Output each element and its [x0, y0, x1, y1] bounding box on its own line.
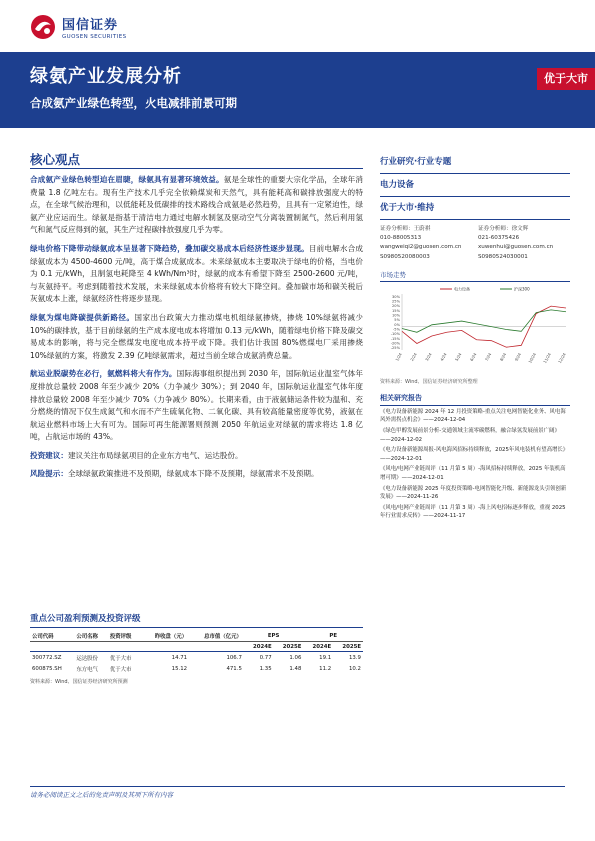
analyst-name: 证券分析师：徐文辉 [478, 226, 529, 232]
y-tick-label: 15% [392, 308, 400, 313]
report-category: 行业研究·行业专题 [380, 157, 452, 167]
cell-pe-2025: 10.2 [348, 665, 361, 672]
paragraph-risk [30, 468, 363, 481]
y-tick-label: -20% [390, 341, 400, 346]
para-highlight: 投资建议： [30, 450, 68, 460]
analyst-2 [478, 225, 570, 262]
legend-label: 电力设备 [454, 286, 470, 292]
report-title: 绿氨产业发展分析 [30, 66, 182, 87]
chart-source: 资料来源：Wind、国信证券经济研究所整理 [380, 378, 478, 385]
report-subtitle: 合成氨产业绿色转型，火电减排前景可期 [30, 96, 237, 110]
table-subheader-row [30, 642, 363, 652]
related-report-link[interactable]: 《风电/电网产业链周评（11 月第 3 周）-海上风电招标逐步释放，重视 2025 年行业需求反转》——2024-11-17 [380, 504, 566, 520]
analyst-email[interactable]: wangweiqi2@guosen.com.cn [380, 244, 462, 251]
y-tick-label: 30% [392, 294, 400, 299]
col-eps-2024: 2024E [244, 642, 274, 652]
table-header-row [30, 630, 363, 642]
col-pe: PE [303, 630, 363, 642]
related-report-link[interactable]: 《风电/电网产业链周评（11 月第 5 周）-海风招标持续释放，2025 年装机高增可期》——2024-12-01 [380, 466, 566, 481]
cell-eps-2024: 0.77 [259, 654, 272, 661]
para-text: 国家出台政策大力推动煤电机组绿氨掺烧，掺烧 10%绿氨将减少 10%的碳排放，基于目前绿氨的生产成本度电成本将增加 0.13 元/kWh，随着绿电价格下降及碳交易成本的影响，将与完全燃煤发电度电成本持平或下降。我们估计我国 80%燃煤电厂采用掺烧 10%绿氨的方案，将激发 2.39 亿吨绿氨需求，超过当前全球合成氨消费总量。 [30, 312, 363, 360]
y-tick-label: 20% [392, 303, 400, 308]
market-trend-title: 市场走势 [380, 270, 406, 279]
related-rule [380, 405, 570, 406]
company-logo [30, 14, 126, 40]
y-tick-label: -10% [390, 331, 400, 336]
cell-code: 600875.SH [32, 665, 62, 672]
cell-pe-2025: 13.9 [348, 654, 361, 661]
y-tick-label: 10% [392, 313, 400, 318]
y-tick-label: 0% [394, 322, 400, 327]
col-rating: 投资评级 [108, 630, 142, 642]
x-tick-label: 9/24 [513, 351, 523, 362]
rating-badge: 优于大市 [537, 68, 595, 90]
legend-label: 沪深300 [514, 286, 530, 292]
x-tick-label: 11/24 [542, 351, 552, 364]
analyst-cert: S0980520080003 [380, 253, 430, 260]
analyst-email[interactable]: xuwenhui@guosen.com.cn [478, 244, 554, 251]
para-text: 国际海事组织提出到 2030 年，国际航运业温室气体年度排放总量较 2008 年至少减少 20%（力争减少 30%）；到 2040 年，国际航运业温室气体年度排放总量较 2008 年至少减少 70%（力争减少 80%）。长期来看，由于液氨储运条件较为温和、充分燃烧的情况下仅生成氮气和水而不产生硫氧化物、二氧化碳、具有较高能量密度等优势，液氨在航运业燃料市场上大有可为。国际可再生能源署则预测 2050 年航运业对绿氨的需求将达 1.8 亿吨，占航运市场的 43%。 [30, 369, 363, 442]
col-price: 昨收盘（元） [141, 630, 189, 642]
x-tick-label: 4/24 [438, 351, 448, 362]
analyst-name: 证券分析师：王蔚祺 [380, 226, 431, 232]
y-tick-label: 5% [394, 317, 400, 322]
related-report-link[interactable]: 《电力设备新能源 2025 年度投资策略-电网智能化升级、新能源龙头引领创新发展》——2024-11-26 [380, 485, 567, 501]
paragraph-investment-advice [30, 450, 363, 463]
para-text: 全球绿氨政策推进不及预期，绿氨成本下降不及预期，绿氨需求不及预期。 [67, 469, 319, 479]
para-highlight: 合成氨产业绿色转型迫在眉睫，绿氨具有显著环境效益。 [30, 175, 224, 184]
col-mcap: 总市值（亿元） [189, 630, 244, 642]
para-text: 建议关注布局绿氨项目的企业东方电气、运达股份。 [67, 450, 243, 460]
series-line-2 [402, 310, 566, 332]
paragraph-cost-trend [30, 243, 363, 306]
sidebar-rule [380, 219, 570, 220]
para-highlight: 绿氨为煤电降碳提供新路径。 [30, 312, 135, 322]
para-highlight: 绿电价格下降带动绿氨成本呈显著下降趋势，叠加碳交易成本后经济性逐步显现。 [30, 243, 309, 253]
x-tick-label: 12/24 [557, 351, 567, 364]
analyst-block [380, 225, 570, 262]
col-pe-2024: 2024E [303, 642, 333, 652]
forecast-table-title: 重点公司盈利预测及投资评级 [30, 612, 363, 628]
x-tick-label: 3/24 [424, 351, 433, 362]
cell-price: 14.71 [171, 654, 188, 661]
title-banner [0, 52, 595, 128]
paragraph-coal-power [30, 312, 363, 362]
x-tick-label: 7/24 [483, 351, 493, 362]
cell-eps-2024: 1.35 [259, 665, 272, 672]
header-bar [0, 0, 595, 52]
logo-name-cn: 国信证券 [62, 18, 119, 33]
para-highlight: 风险提示： [30, 469, 68, 479]
sidebar-rule [380, 173, 570, 174]
x-tick-label: 6/24 [468, 351, 478, 362]
cell-pe-2024: 19.1 [319, 654, 332, 661]
industry-rating: 优于大市·维持 [380, 203, 435, 213]
industry-name: 电力设备 [380, 180, 415, 190]
cell-eps-2025: 1.48 [289, 665, 302, 672]
x-tick-label: 1/24 [394, 351, 403, 362]
x-tick-label: 8/24 [498, 351, 508, 362]
x-tick-label: 2/24 [409, 351, 418, 362]
col-code: 公司代码 [30, 630, 74, 642]
cell-code: 300772.SZ [32, 654, 62, 661]
chart-rule [380, 281, 570, 282]
core-views-title: 核心观点 [30, 152, 81, 167]
cell-rating: 优于大市 [109, 666, 132, 673]
col-pe-2025: 2025E [333, 642, 363, 652]
cell-mcap: 471.5 [226, 665, 242, 672]
related-report-link[interactable]: 《电力设备新能源周报-风电海风招标持续释放，2025年风电装机有望高增长》——2024-12-01 [380, 447, 569, 462]
para-text: 目前电解水合成绿氨成本为 4500-4600 元/吨，高于煤合成氨成本。未来绿氨成本主要取决于绿电的价格，当电价为 0.1 元/kWh，且制氢电耗降至 4 kWh/Nm³时，绿氨的成本有希望下降至 2500-2600 元/吨，与灰氨持平。考虑到随着技术发展，未来绿氨成本价格将有较大下降空间。叠加碳市场和碳关税后灰氨成本上涨，绿氨经济性将逐步显现。 [30, 243, 364, 304]
y-tick-label: -25% [390, 345, 400, 350]
earnings-forecast-block [30, 612, 558, 685]
cell-eps-2025: 1.06 [289, 654, 302, 661]
cell-rating: 优于大市 [109, 655, 132, 662]
cell-price: 15.12 [171, 665, 188, 672]
cell-name: 东方电气 [76, 666, 98, 673]
col-eps-2025: 2025E [274, 642, 304, 652]
core-views [30, 150, 363, 487]
paragraph-green-ammonia [30, 174, 363, 237]
para-text: 氨是全球性的重要大宗化学品，全球年消费量 1.8 亿吨左右。现有生产技术几乎完全依赖煤炭和天然气，具有能耗高和碳排放强度大的特点，在全球气候治理和，以低能耗及低碳排的技术路线合成氨是必然趋势，且具有一定紧迫性，绿氨产业应运而生。绿氨是指基于清洁电力通过电解水制氢及驱动空气分离装置制氮气，然后利用氢气和氮气反应得到的氨，其生产过程碳排放强度几乎为零。 [30, 175, 364, 235]
cell-name: 运达股份 [76, 655, 98, 662]
analyst-phone: 010-88005313 [380, 235, 422, 242]
y-tick-label: 25% [392, 299, 400, 304]
related-report-link[interactable]: 《绿色甲醇发展前景分析-交通领域主流零碳燃料，融合绿氢发展前景广阔》——2024-12-02 [380, 428, 560, 443]
footer-rule [30, 786, 565, 787]
para-highlight: 航运业脱碳势在必行，氨燃料将大有作为。 [30, 369, 177, 379]
col-name: 公司名称 [74, 630, 108, 642]
y-tick-label: -15% [390, 336, 400, 341]
logo-name-en: GUOSEN SECURITIES [62, 34, 127, 40]
table-row [30, 663, 363, 674]
guosen-logo-icon [30, 14, 56, 40]
cell-pe-2024: 11.2 [319, 665, 332, 672]
table-source: 资料来源：Wind、国信证券经济研究所预测 [30, 679, 128, 685]
related-report-link[interactable]: 《电力设备新能源 2024 年 12 月投资策略-重点关注电网智能化业务、风电海风外需拐点机会》——2024-12-04 [380, 408, 566, 424]
market-trend-chart [380, 284, 570, 372]
sidebar [380, 156, 570, 521]
x-tick-label: 5/24 [453, 351, 463, 362]
cell-mcap: 106.7 [226, 654, 242, 661]
x-tick-label: 10/24 [527, 351, 538, 364]
sidebar-rule [380, 196, 570, 197]
table-row [30, 652, 363, 664]
analyst-1 [380, 225, 472, 262]
footer-disclaimer: 请务必阅读正文之后的免责声明及其项下所有内容 [30, 791, 173, 799]
forecast-table [30, 630, 363, 674]
paragraph-shipping [30, 368, 363, 444]
y-tick-label: -5% [393, 327, 400, 332]
col-eps: EPS [244, 630, 304, 642]
analyst-cert: S0980524030001 [478, 253, 528, 260]
related-reports-title: 相关研究报告 [380, 393, 422, 402]
analyst-phone: 021-60375426 [478, 235, 520, 242]
